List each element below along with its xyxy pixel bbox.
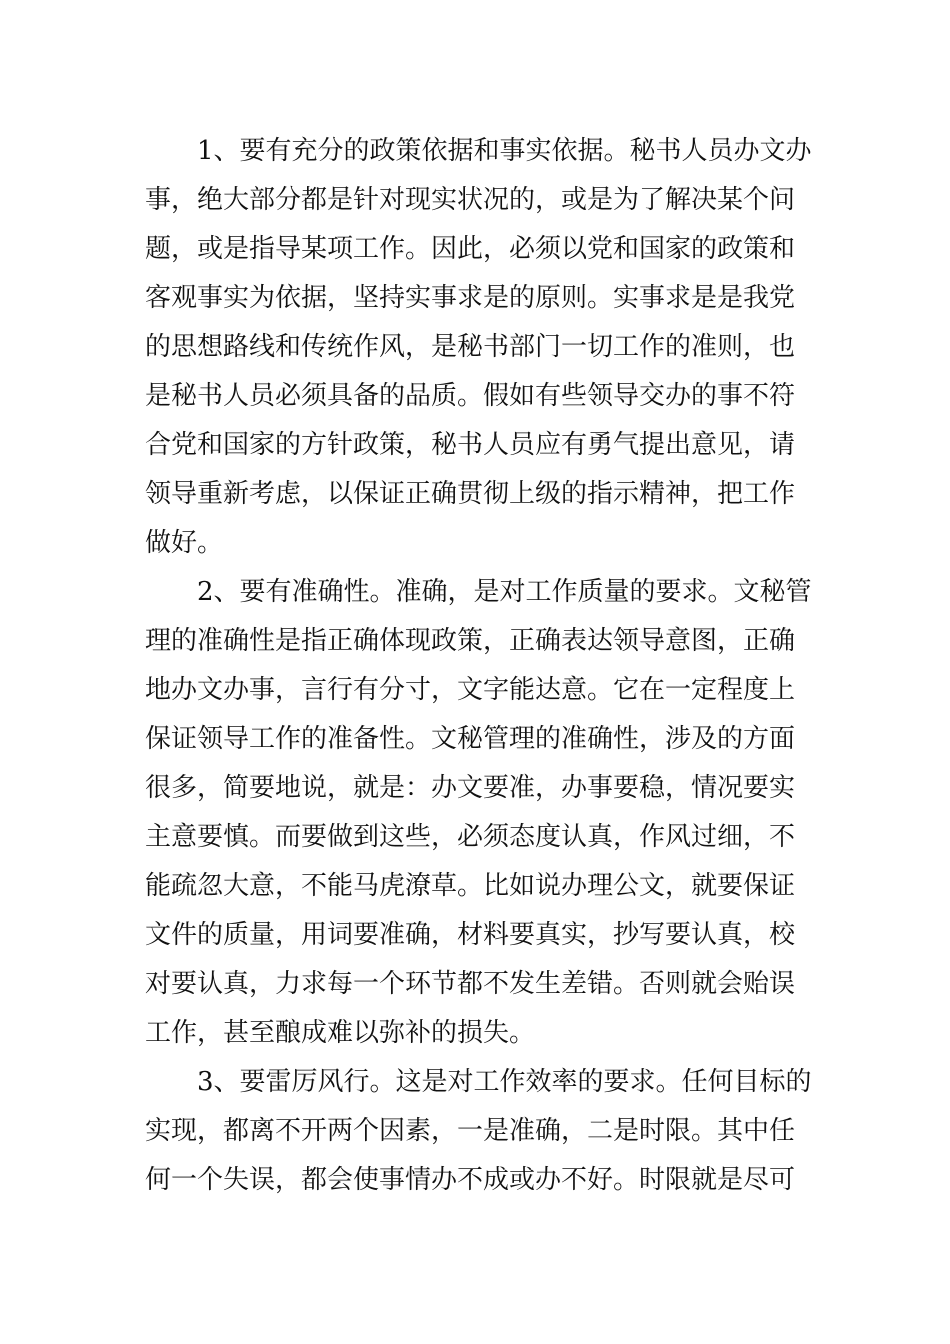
paragraph-1 <box>145 127 810 568</box>
paragraph-line: 何一个失误，都会使事情办不成或办不好。时限就是尽可 <box>145 1165 796 1195</box>
paragraph-line: 工作，甚至酿成难以弥补的损失。 <box>145 1018 536 1048</box>
paragraph-2 <box>145 568 810 1058</box>
paragraph-line: 实现，都离不开两个因素，一是准确，二是时限。其中任 <box>145 1116 796 1146</box>
paragraph-line: 领导重新考虑，以保证正确贯彻上级的指示精神，把工作 <box>145 479 796 509</box>
paragraph-line: 的思想路线和传统作风，是秘书部门一切工作的准则，也 <box>145 332 796 362</box>
paragraph-line: 做好。 <box>145 528 224 558</box>
paragraph-line: 3、要雷厉风行。这是对工作效率的要求。任何目标的 <box>197 1067 812 1097</box>
paragraph-line: 理的准确性是指正确体现政策，正确表达领导意图，正确 <box>145 626 796 656</box>
paragraph-line: 文件的质量，用词要准确，材料要真实，抄写要认真，校 <box>145 920 796 950</box>
paragraph-line: 2、要有准确性。准确，是对工作质量的要求。文秘管 <box>197 577 812 607</box>
document-body <box>145 127 810 1205</box>
paragraph-line: 事，绝大部分都是针对现实状况的，或是为了解决某个问 <box>145 185 796 215</box>
paragraph-line: 保证领导工作的准备性。文秘管理的准确性，涉及的方面 <box>145 724 796 754</box>
paragraph-line: 主意要慎。而要做到这些，必须态度认真，作风过细，不 <box>145 822 796 852</box>
paragraph-line: 是秘书人员必须具备的品质。假如有些领导交办的事不符 <box>145 381 796 411</box>
paragraph-line: 能疏忽大意，不能马虎潦草。比如说办理公文，就要保证 <box>145 871 796 901</box>
paragraph-3 <box>145 1058 810 1205</box>
paragraph-line: 地办文办事，言行有分寸，文字能达意。它在一定程度上 <box>145 675 796 705</box>
paragraph-line: 合党和国家的方针政策，秘书人员应有勇气提出意见，请 <box>145 430 796 460</box>
paragraph-line: 很多，简要地说，就是：办文要准，办事要稳，情况要实 <box>145 773 796 803</box>
paragraph-line: 1、要有充分的政策依据和事实依据。秘书人员办文办 <box>197 136 812 166</box>
paragraph-line: 客观事实为依据，坚持实事求是的原则。实事求是是我党 <box>145 283 796 313</box>
paragraph-line: 题，或是指导某项工作。因此，必须以党和国家的政策和 <box>145 234 796 264</box>
paragraph-line: 对要认真，力求每一个环节都不发生差错。否则就会贻误 <box>145 969 796 999</box>
